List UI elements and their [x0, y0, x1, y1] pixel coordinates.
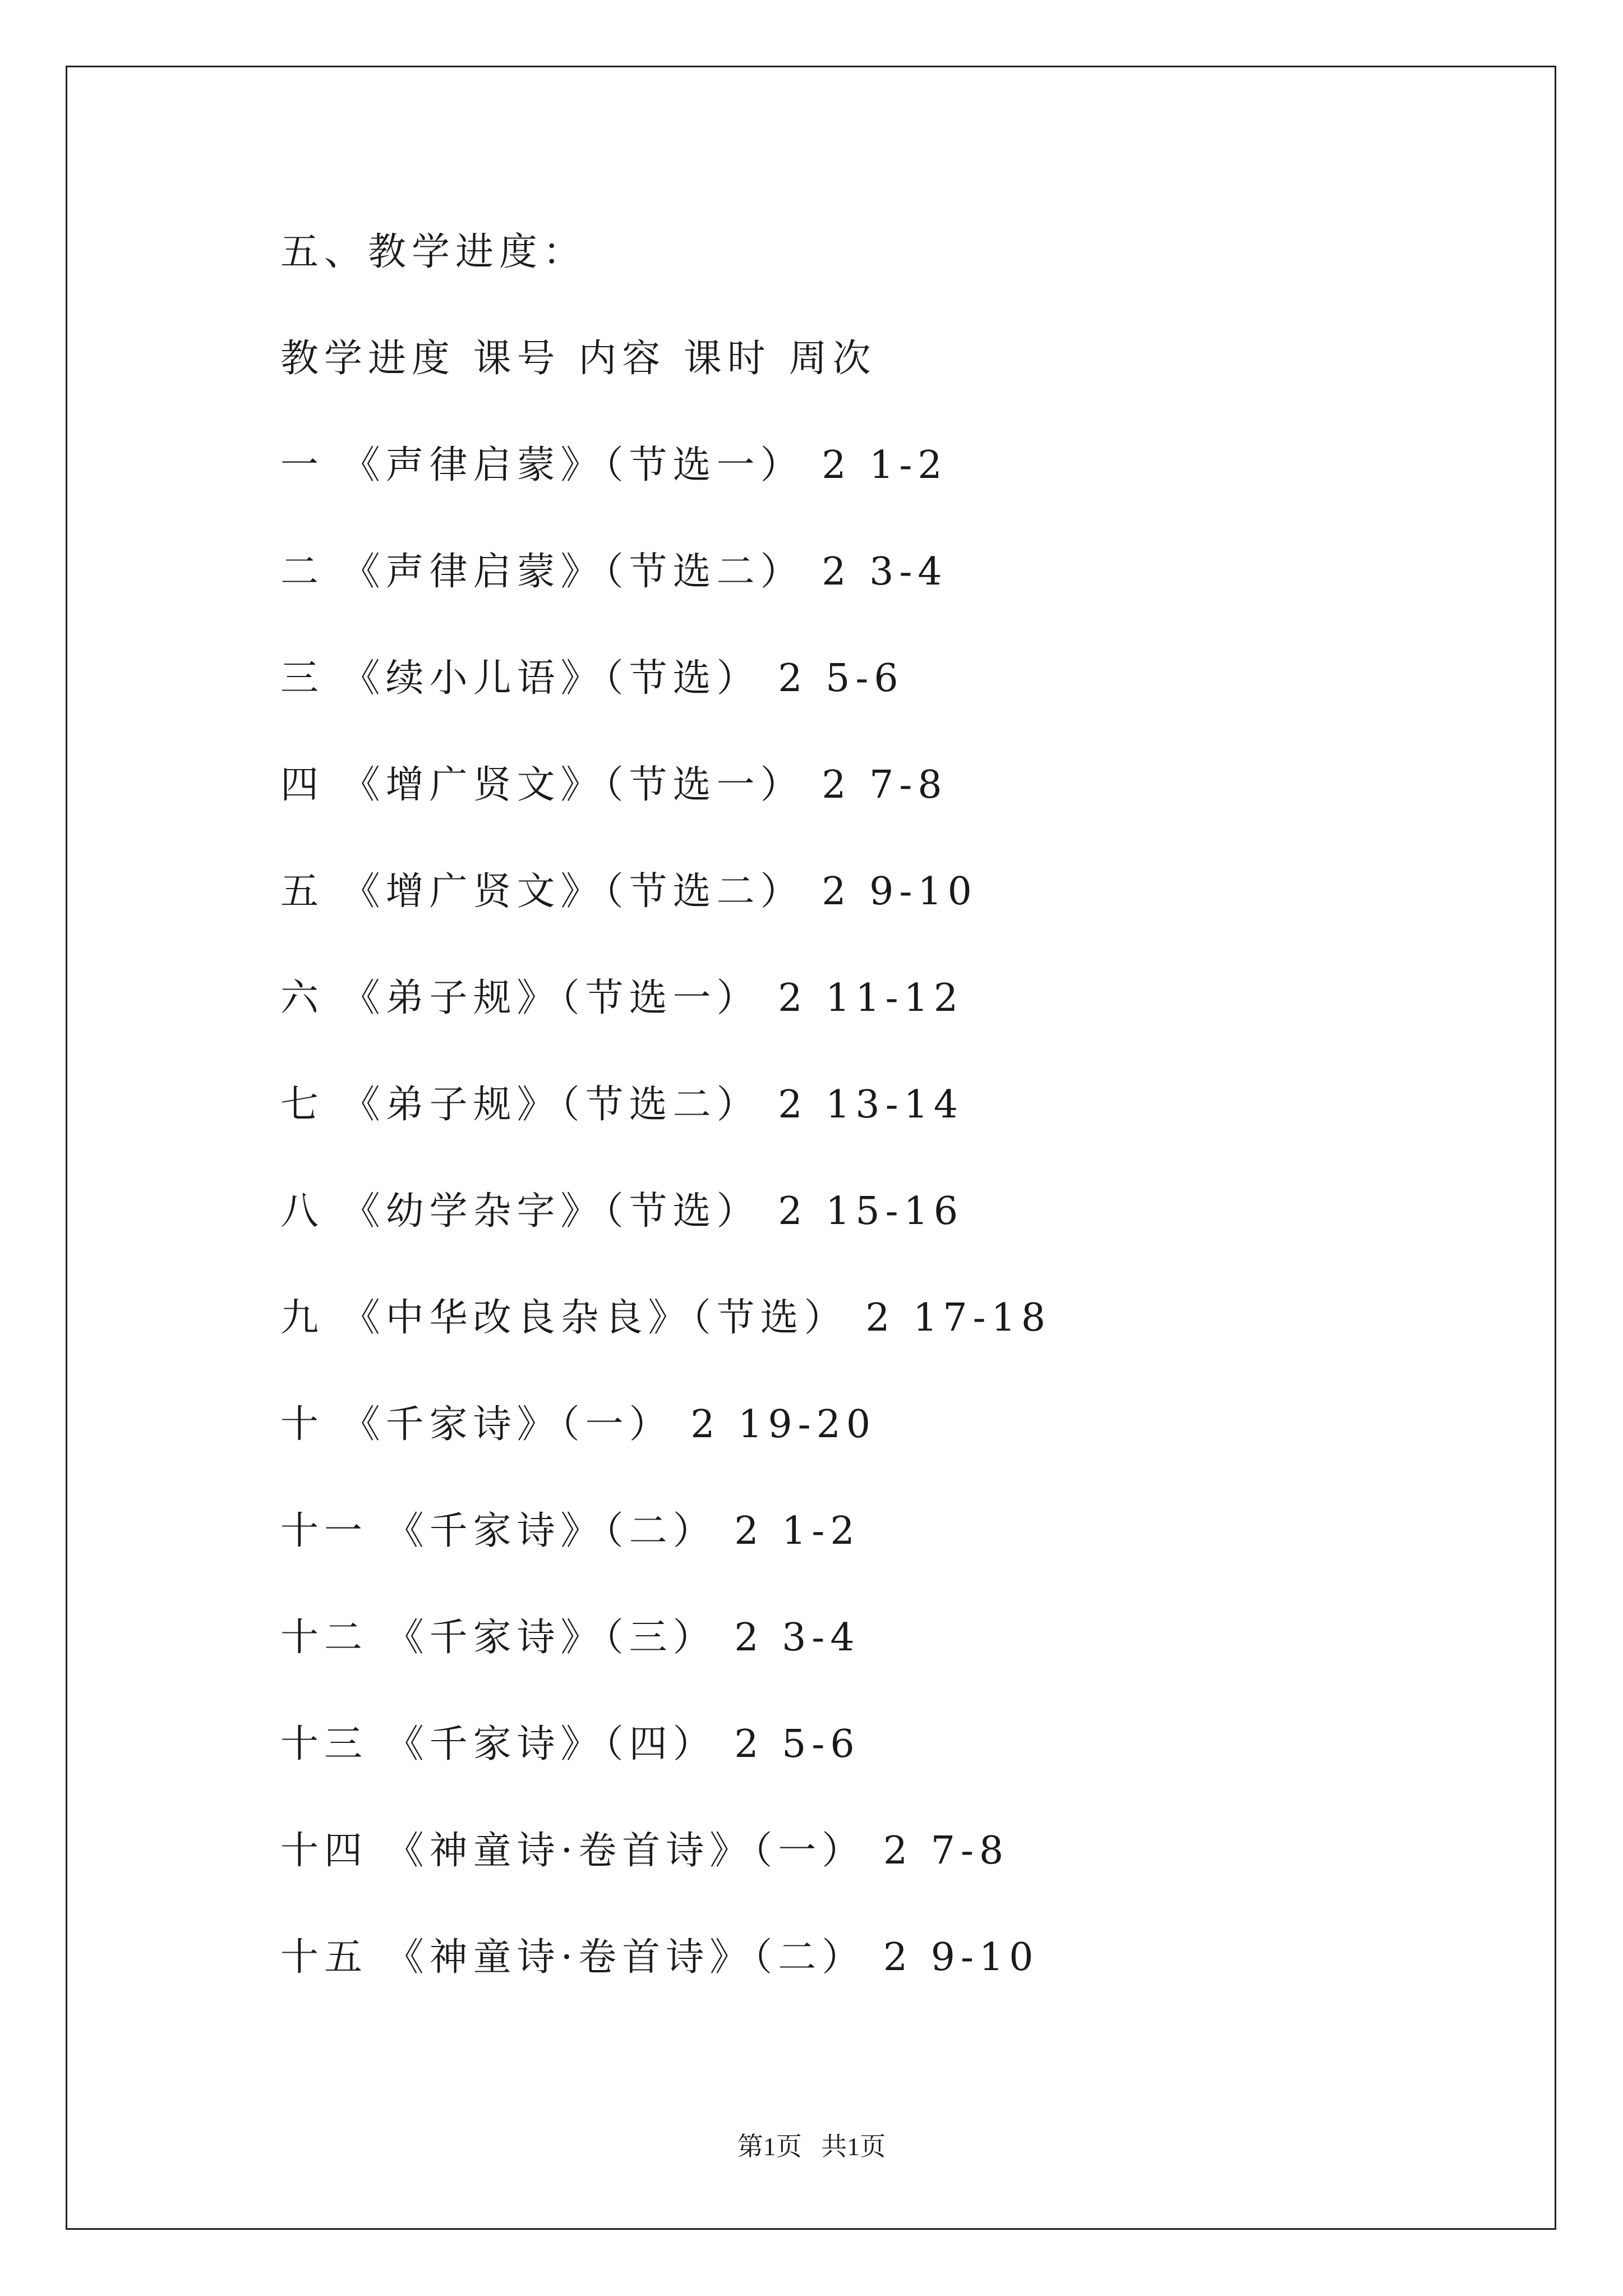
page-footer: 第1页 共1页 — [737, 2132, 886, 2161]
section-heading: 五、教学进度： — [280, 230, 587, 274]
schedule-row: 十五 《神童诗·卷首诗》（二） 2 9-10 — [280, 1935, 1039, 1980]
schedule-row: 七 《弟子规》（节选二） 2 13-14 — [280, 1083, 964, 1127]
schedule-row: 十二 《千家诗》（三） 2 3-4 — [280, 1616, 860, 1660]
schedule-row: 三 《续小儿语》（节选） 2 5-6 — [280, 656, 904, 701]
table-header: 教学进度 课号 内容 课时 周次 — [280, 337, 877, 381]
schedule-row: 八 《幼学杂字》（节选） 2 15-16 — [280, 1189, 964, 1234]
schedule-row: 四 《增广贤文》（节选一） 2 7-8 — [280, 763, 948, 807]
schedule-row: 一 《声律启蒙》（节选一） 2 1-2 — [280, 443, 948, 487]
schedule-row: 五 《增广贤文》（节选二） 2 9-10 — [280, 869, 978, 914]
document-body — [280, 224, 1514, 2036]
schedule-row: 九 《中华改良杂良》（节选） 2 17-18 — [280, 1296, 1052, 1340]
schedule-row: 十 《千家诗》（一） 2 19-20 — [280, 1402, 877, 1447]
schedule-row: 六 《弟子规》（节选一） 2 11-12 — [280, 976, 964, 1020]
schedule-row: 十四 《神童诗·卷首诗》（一） 2 7-8 — [280, 1829, 1009, 1873]
schedule-row: 十三 《千家诗》（四） 2 5-6 — [280, 1722, 860, 1766]
schedule-row: 二 《声律启蒙》（节选二） 2 3-4 — [280, 550, 948, 594]
schedule-row: 十一 《千家诗》（二） 2 1-2 — [280, 1509, 860, 1553]
